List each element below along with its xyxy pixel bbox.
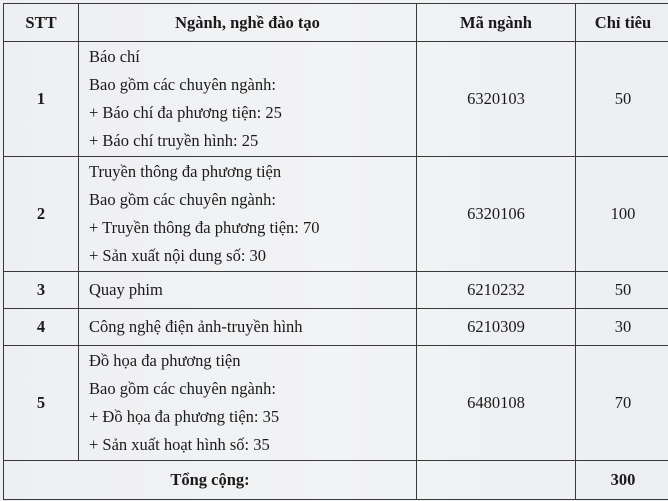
table-row	[4, 42, 668, 157]
row-code: 6320103	[417, 42, 576, 157]
row-quota: 70	[576, 346, 668, 461]
row-code: 6210232	[417, 272, 576, 309]
table-row	[4, 272, 668, 309]
row-name	[79, 42, 417, 157]
row-name-line: Truyền thông đa phương tiện	[89, 162, 282, 181]
table-row	[4, 346, 668, 461]
header-quota: Chỉ tiêu	[576, 4, 668, 42]
row-name-line: + Sản xuất hoạt hình số: 35	[89, 435, 270, 454]
row-quota: 50	[576, 42, 668, 157]
row-stt: 1	[4, 42, 79, 157]
row-name-line: Công nghệ điện ảnh-truyền hình	[89, 317, 303, 336]
table-row	[4, 309, 668, 346]
row-stt: 3	[4, 272, 79, 309]
admission-quota-table	[3, 3, 668, 500]
row-name-line: + Báo chí đa phương tiện: 25	[89, 103, 282, 122]
row-name	[79, 272, 417, 309]
row-stt: 5	[4, 346, 79, 461]
row-name-line: + Báo chí truyền hình: 25	[89, 131, 259, 150]
total-row	[4, 461, 668, 500]
row-code: 6320106	[417, 157, 576, 272]
row-name-line: Bao gồm các chuyên ngành:	[89, 379, 276, 398]
header-code: Mã ngành	[417, 4, 576, 42]
row-name-line: Báo chí	[89, 47, 140, 66]
total-label: Tổng cộng:	[4, 461, 417, 500]
row-name-line: + Truyền thông đa phương tiện: 70	[89, 218, 320, 237]
row-name-line: Đồ họa đa phương tiện	[89, 351, 241, 370]
row-stt: 4	[4, 309, 79, 346]
header-name: Ngành, nghề đào tạo	[79, 4, 417, 42]
row-name	[79, 309, 417, 346]
row-name	[79, 157, 417, 272]
row-quota: 100	[576, 157, 668, 272]
table-row	[4, 157, 668, 272]
row-name-line: Bao gồm các chuyên ngành:	[89, 190, 276, 209]
row-code: 6480108	[417, 346, 576, 461]
row-name-line: Bao gồm các chuyên ngành:	[89, 75, 276, 94]
header-stt: STT	[4, 4, 79, 42]
row-name-line: + Sản xuất nội dung số: 30	[89, 246, 267, 265]
row-name-line: Quay phim	[89, 280, 163, 299]
total-code-empty	[417, 461, 576, 500]
total-quota: 300	[576, 461, 668, 500]
row-name	[79, 346, 417, 461]
row-name-line: + Đồ họa đa phương tiện: 35	[89, 407, 280, 426]
row-code: 6210309	[417, 309, 576, 346]
row-stt: 2	[4, 157, 79, 272]
row-quota: 30	[576, 309, 668, 346]
table-header-row	[4, 4, 668, 42]
row-quota: 50	[576, 272, 668, 309]
